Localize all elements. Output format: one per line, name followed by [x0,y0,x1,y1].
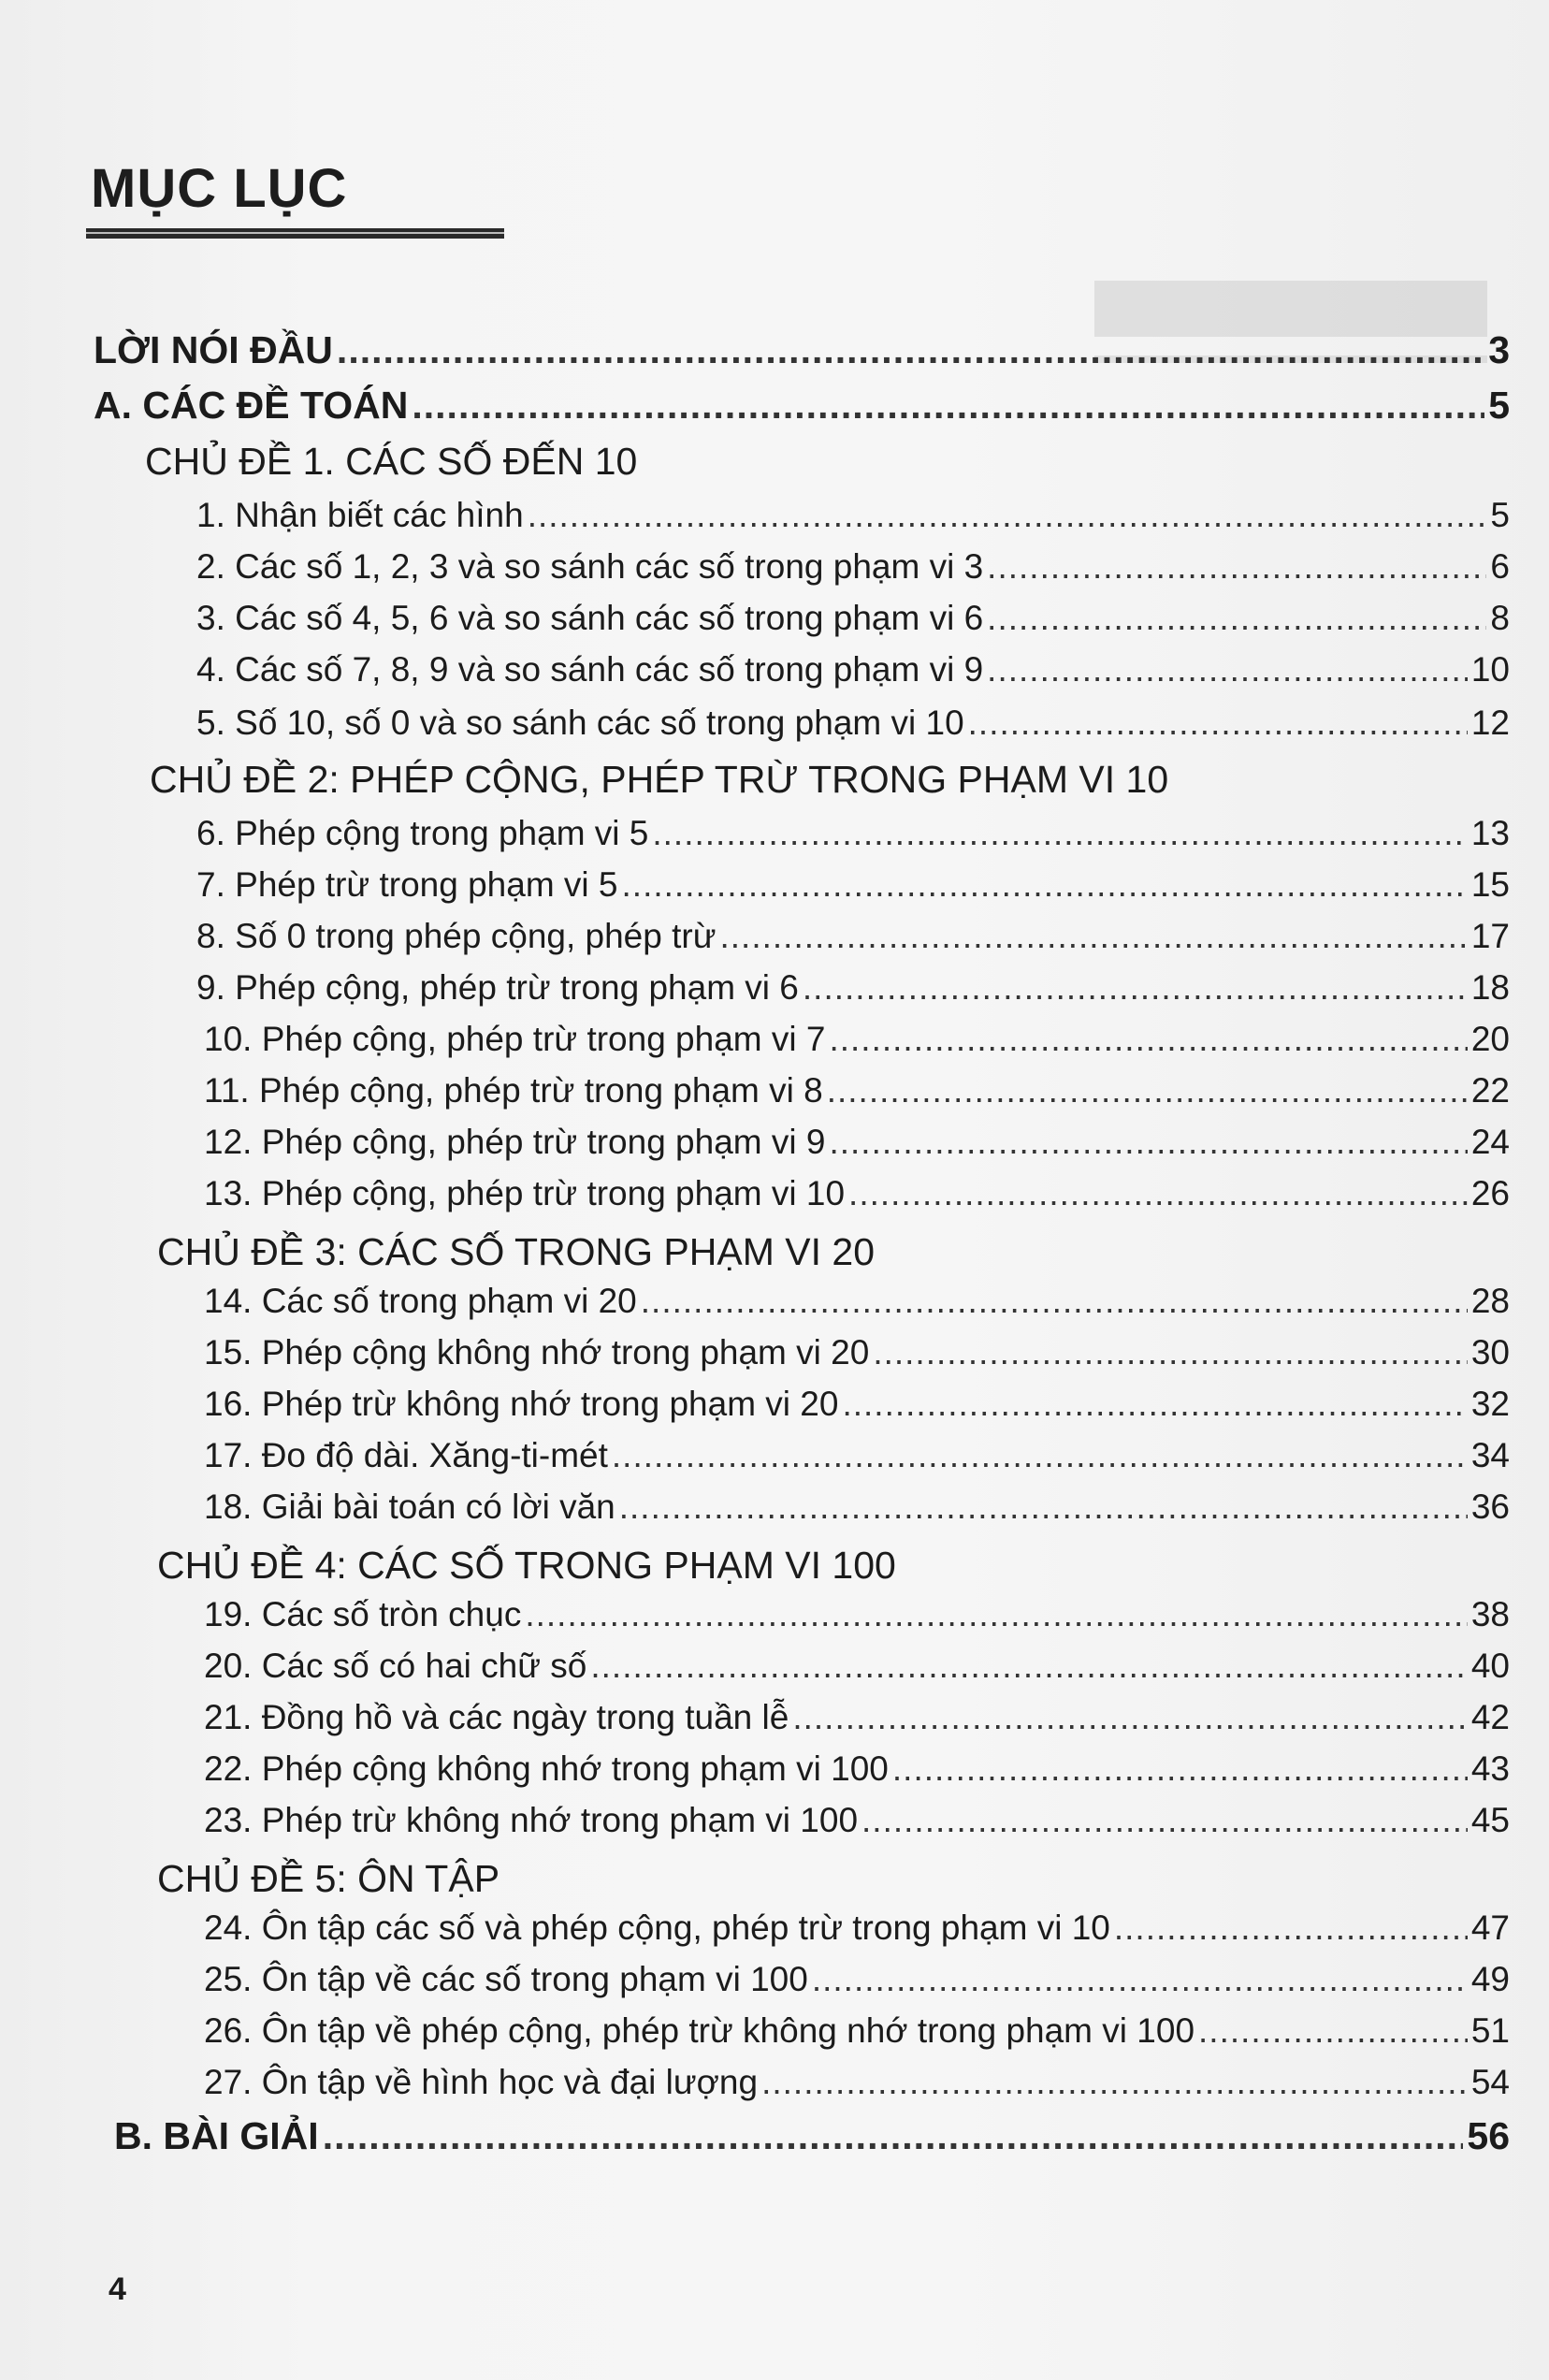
toc-leader-dots [612,1436,1468,1475]
toc-entry[interactable] [204,1282,1510,1321]
toc-leader-dots [1198,2011,1468,2051]
toc-entry-label: 16. Phép trừ không nhớ trong phạm vi 20 [204,1385,839,1423]
toc-leader-dots [803,968,1468,1008]
toc-entry-label: 9. Phép cộng, phép trừ trong phạm vi 6 [196,968,799,1007]
toc-page-number: 3 [1488,328,1510,371]
toc-entry[interactable] [204,1123,1510,1162]
toc-entry-label: 15. Phép cộng không nhớ trong phạm vi 20 [204,1333,870,1371]
toc-entry-label: 19. Các số tròn chục [204,1595,522,1633]
toc-page-number: 54 [1470,2063,1510,2101]
toc-page-number: 17 [1470,917,1510,955]
toc-entry[interactable] [204,1749,1510,1789]
toc-leader-dots [861,1801,1468,1840]
toc-leader-dots [652,814,1467,853]
toc-entry-label: 8. Số 0 trong phép cộng, phép trừ [196,917,717,955]
toc-leader-dots [987,650,1468,689]
toc-leader-dots [812,1960,1468,1999]
toc-chapter[interactable] [145,440,637,484]
toc-entry[interactable] [204,1801,1510,1840]
toc-entry[interactable] [204,1436,1510,1475]
toc-entry[interactable] [204,1960,1510,1999]
toc-entry-label: 17. Đo độ dài. Xăng-ti-mét [204,1436,608,1474]
toc-leader-dots [829,1020,1467,1059]
toc-entry-label: 26. Ôn tập về phép cộng, phép trừ không nhớ trong phạm vi 100 [204,2011,1195,2050]
toc-entry[interactable] [204,1071,1510,1110]
toc-entry[interactable] [196,547,1510,587]
toc-leader-dots [987,547,1486,587]
toc-entry-label: 21. Đồng hồ và các ngày trong tuần lễ [204,1698,789,1736]
toc-entry[interactable] [196,968,1510,1008]
toc-entry[interactable] [204,1174,1510,1213]
toc-leader-dots [622,865,1468,905]
toc-entry[interactable] [204,2063,1510,2102]
toc-entry-label: 10. Phép cộng, phép trừ trong phạm vi 7 [204,1020,826,1058]
toc-page-number: 32 [1470,1385,1510,1423]
toc-entry-label: 22. Phép cộng không nhớ trong phạm vi 100 [204,1749,889,1788]
toc-entry-label: 4. Các số 7, 8, 9 và so sánh các số trong phạm vi 9 [196,650,984,689]
toc-entry-label: A. CÁC ĐỀ TOÁN [94,384,409,427]
toc-entry[interactable] [204,1647,1510,1686]
toc-entry-label: CHỦ ĐỀ 5: ÔN TẬP [157,1857,500,1900]
toc-leader-dots [337,328,1484,372]
toc-leader-dots [842,1385,1467,1424]
toc-leader-dots [323,2114,1464,2158]
toc-chapter[interactable] [157,1857,499,1901]
toc-entry[interactable] [204,1020,1510,1059]
toc-page-number: 28 [1470,1282,1510,1320]
toc-page-number: 8 [1490,599,1510,637]
toc-entry-label: 11. Phép cộng, phép trừ trong phạm vi 8 [204,1071,823,1110]
toc-page-number: 22 [1470,1071,1510,1110]
toc-page-number: 5 [1490,496,1510,534]
toc-entry-label: B. BÀI GIẢI [114,2114,319,2157]
toc-page-number: 10 [1470,650,1510,689]
toc-leader-dots [525,1595,1468,1634]
toc-entry[interactable] [204,2011,1510,2051]
toc-page-number: 18 [1470,968,1510,1007]
toc-entry[interactable] [204,1333,1510,1372]
toc-entry[interactable] [196,496,1510,535]
toc-entry[interactable] [196,704,1510,743]
toc-entry[interactable] [204,1595,1510,1634]
toc-section[interactable] [94,384,1510,428]
toc-entry[interactable] [196,865,1510,905]
title-underline [86,228,504,239]
toc-page-number: 12 [1470,704,1510,742]
toc-entry-label: CHỦ ĐỀ 4: CÁC SỐ TRONG PHẠM VI 100 [157,1544,896,1587]
toc-entry[interactable] [204,1385,1510,1424]
toc-leader-dots [528,496,1487,535]
toc-entry-label: 25. Ôn tập về các số trong phạm vi 100 [204,1960,808,1998]
toc-entry[interactable] [196,599,1510,638]
toc-leader-dots [968,704,1468,743]
toc-entry-label: 18. Giải bài toán có lời văn [204,1488,615,1526]
toc-entry-label: 1. Nhận biết các hình [196,496,524,534]
toc-entry[interactable] [196,650,1510,689]
toc-page-number: 45 [1470,1801,1510,1839]
toc-entry[interactable] [204,1488,1510,1527]
toc-entry-label: 3. Các số 4, 5, 6 và so sánh các số trong phạm vi 6 [196,599,984,637]
toc-page-number: 13 [1470,814,1510,852]
toc-entry-label: 2. Các số 1, 2, 3 và so sánh các số trong phạm vi 3 [196,547,984,586]
toc-page-number: 43 [1470,1749,1510,1788]
toc-leader-dots [829,1123,1467,1162]
toc-entry-label: 13. Phép cộng, phép trừ trong phạm vi 10 [204,1174,846,1212]
toc-page-number: 24 [1470,1123,1510,1161]
toc-page-number: 6 [1490,547,1510,586]
toc-leader-dots [848,1174,1468,1213]
toc-entry-label: 6. Phép cộng trong phạm vi 5 [196,814,649,852]
toc-entry[interactable] [196,917,1510,956]
toc-section[interactable] [94,328,1510,372]
toc-page-number: 56 [1467,2114,1510,2157]
toc-leader-dots [412,384,1484,428]
toc-chapter[interactable] [157,1230,875,1274]
toc-page-number: 42 [1470,1698,1510,1736]
toc-leader-dots [1114,1908,1468,1948]
toc-entry-label: CHỦ ĐỀ 3: CÁC SỐ TRONG PHẠM VI 20 [157,1230,876,1273]
toc-entry-label: CHỦ ĐỀ 2: PHÉP CỘNG, PHÉP TRỪ TRONG PHẠM VI 10 [150,758,1169,801]
toc-page-number: 5 [1488,384,1510,427]
toc-leader-dots [987,599,1486,638]
toc-page-number: 20 [1470,1020,1510,1058]
toc-entry-label: 5. Số 10, số 0 và so sánh các số trong phạm vi 10 [196,704,964,742]
toc-entry-label: 12. Phép cộng, phép trừ trong phạm vi 9 [204,1123,826,1161]
toc-leader-dots [892,1749,1468,1789]
toc-page-number: 51 [1470,2011,1510,2050]
toc-entry-label: 24. Ôn tập các số và phép cộng, phép trừ trong phạm vi 10 [204,1908,1110,1947]
toc-page-number: 49 [1470,1960,1510,1998]
toc-page-number: 30 [1470,1333,1510,1371]
toc-entry-label: 27. Ôn tập về hình học và đại lượng [204,2063,759,2101]
toc-entry-label: LỜI NÓI ĐẦU [94,328,333,371]
toc-leader-dots [873,1333,1468,1372]
toc-entry[interactable] [204,1698,1510,1737]
toc-entry-label: CHỦ ĐỀ 1. CÁC SỐ ĐẾN 10 [145,440,638,483]
toc-leader-dots [761,2063,1468,2102]
toc-page-number: 47 [1470,1908,1510,1947]
page-title: MỤC LỤC [91,158,348,219]
toc-page-number: 36 [1470,1488,1510,1526]
toc-leader-dots [720,917,1468,956]
toc-leader-dots [827,1071,1468,1110]
toc-leader-dots [792,1698,1468,1737]
toc-entry[interactable] [204,1908,1510,1948]
toc-chapter[interactable] [157,1544,896,1588]
toc-page-number: 26 [1470,1174,1510,1212]
toc-page-number: 40 [1470,1647,1510,1685]
toc-entry[interactable] [196,814,1510,853]
toc-entry-label: 23. Phép trừ không nhớ trong phạm vi 100 [204,1801,859,1839]
toc-leader-dots [641,1282,1468,1321]
toc-leader-dots [619,1488,1468,1527]
toc-page-number: 15 [1470,865,1510,904]
toc-section[interactable] [114,2114,1510,2158]
toc-page-number: 34 [1470,1436,1510,1474]
toc-chapter[interactable] [150,758,1168,802]
toc-entry-label: 20. Các số có hai chữ số [204,1647,587,1685]
toc-leader-dots [590,1647,1467,1686]
toc-entry-label: 14. Các số trong phạm vi 20 [204,1282,637,1320]
toc-entry-label: 7. Phép trừ trong phạm vi 5 [196,865,618,904]
page-number: 4 [109,2271,126,2307]
toc-page-number: 38 [1470,1595,1510,1633]
